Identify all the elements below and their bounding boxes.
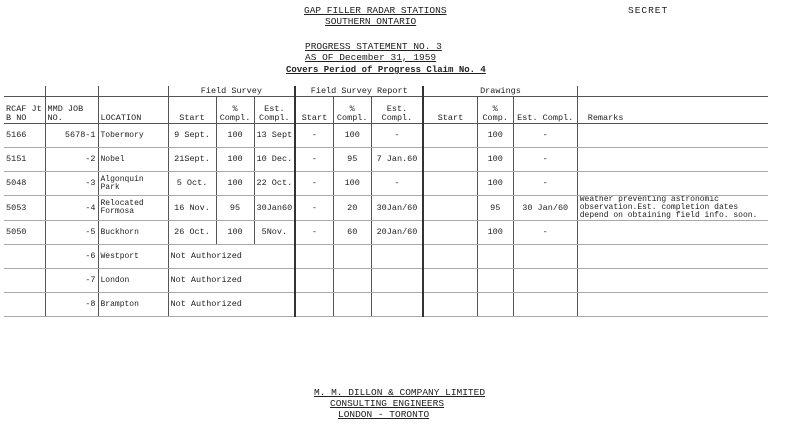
cell-fsr-start: - xyxy=(295,196,333,221)
col-dr-est: Est. Compl. xyxy=(513,97,577,124)
covers-period: Covers Period of Progress Claim No. 4 xyxy=(286,65,486,75)
col-fsr-est: Est. Compl. xyxy=(371,97,423,124)
cell-location: Westport xyxy=(98,245,168,269)
cell-location: Tobermory xyxy=(98,124,168,148)
cell-fsr-est: 30Jan/60 xyxy=(371,196,423,221)
cell-rcaf: 5050 xyxy=(4,221,45,245)
cell-fs-pct: 95 xyxy=(216,196,254,221)
cell-remarks xyxy=(577,221,768,245)
cell-dr-pct: 100 xyxy=(477,124,513,148)
col-fsr-pct: % Compl. xyxy=(333,97,371,124)
cell-fsr-start xyxy=(295,293,333,317)
cell-mmd: -3 xyxy=(45,172,98,196)
cell-fsr-start: - xyxy=(295,148,333,172)
cell-dr-start xyxy=(423,269,477,293)
cell-dr-start xyxy=(423,221,477,245)
cell-mmd: -2 xyxy=(45,148,98,172)
classification-label: SECRET xyxy=(628,5,669,16)
cell-dr-pct xyxy=(477,293,513,317)
cell-location: Buckhorn xyxy=(98,221,168,245)
cell-fsr-start: - xyxy=(295,221,333,245)
document-subtitle: SOUTHERN ONTARIO xyxy=(325,16,417,27)
group-field-survey: Field Survey xyxy=(168,86,295,97)
cell-fs-start: 21Sept. xyxy=(168,148,216,172)
cell-rcaf: 5053 xyxy=(4,196,45,221)
cell-fs-start: Not Authorized xyxy=(168,245,295,269)
cell-dr-start xyxy=(423,148,477,172)
cell-fs-pct: 100 xyxy=(216,172,254,196)
cell-fsr-est: 20Jan/60 xyxy=(371,221,423,245)
cell-dr-est: 30 Jan/60 xyxy=(513,196,577,221)
group-header-row xyxy=(4,86,768,97)
cell-dr-pct: 100 xyxy=(477,221,513,245)
cell-location: Algonquin Park xyxy=(98,172,168,196)
cell-dr-est xyxy=(513,293,577,317)
cell-remarks xyxy=(577,172,768,196)
col-fs-start: Start xyxy=(168,97,216,124)
cell-remarks: Weather preventing astronomic observation.Est. completion dates depend on obtaining field info. soon. xyxy=(577,196,768,221)
col-fs-pct: % Compl. xyxy=(216,97,254,124)
cell-fs-pct: 100 xyxy=(216,124,254,148)
cell-fsr-est: - xyxy=(371,124,423,148)
company-name: M. M. DILLON & COMPANY LIMITED xyxy=(314,387,486,398)
cell-remarks xyxy=(577,293,768,317)
cell-dr-pct: 100 xyxy=(477,148,513,172)
cell-dr-est: - xyxy=(513,148,577,172)
group-drawings: Drawings xyxy=(423,86,577,97)
cell-fsr-est: - xyxy=(371,172,423,196)
cell-rcaf: 5048 xyxy=(4,172,45,196)
cell-dr-start xyxy=(423,124,477,148)
cell-fs-est: 10 Dec. xyxy=(254,148,295,172)
cell-fs-est: 30Jan60 xyxy=(254,196,295,221)
cell-fsr-pct: 100 xyxy=(333,124,371,148)
col-rcaf: RCAF Jt B NO xyxy=(4,97,45,124)
cell-dr-start xyxy=(423,293,477,317)
table-row xyxy=(4,124,768,148)
cell-fsr-pct xyxy=(333,269,371,293)
company-role: CONSULTING ENGINEERS xyxy=(330,398,445,409)
table-row xyxy=(4,221,768,245)
cell-dr-est: - xyxy=(513,221,577,245)
cell-fs-start: Not Authorized xyxy=(168,269,295,293)
cell-fs-pct: 100 xyxy=(216,221,254,245)
cell-rcaf xyxy=(4,245,45,269)
cell-fs-start: 16 Nov. xyxy=(168,196,216,221)
cell-mmd: 5678-1 xyxy=(45,124,98,148)
cell-dr-start xyxy=(423,172,477,196)
cell-fsr-pct: 60 xyxy=(333,221,371,245)
cell-dr-pct: 100 xyxy=(477,172,513,196)
cell-fsr-pct: 100 xyxy=(333,172,371,196)
group-field-survey-report: Field Survey Report xyxy=(295,86,423,97)
cell-location: Brampton xyxy=(98,293,168,317)
col-dr-start: Start xyxy=(423,97,477,124)
cell-dr-start xyxy=(423,245,477,269)
cell-fs-est: 13 Sept xyxy=(254,124,295,148)
cell-dr-start xyxy=(423,196,477,221)
cell-fsr-pct xyxy=(333,293,371,317)
col-fsr-start: Start xyxy=(295,97,333,124)
table-row xyxy=(4,148,768,172)
col-dr-pct: % Comp. xyxy=(477,97,513,124)
cell-dr-est xyxy=(513,269,577,293)
cell-fsr-pct xyxy=(333,245,371,269)
table-row xyxy=(4,269,768,293)
cell-mmd: -5 xyxy=(45,221,98,245)
progress-table xyxy=(4,86,768,317)
column-header-row xyxy=(4,97,768,124)
cell-remarks xyxy=(577,269,768,293)
cell-fsr-est xyxy=(371,245,423,269)
col-location: LOCATION xyxy=(98,97,168,124)
cell-fsr-start: - xyxy=(295,124,333,148)
cell-dr-est: - xyxy=(513,124,577,148)
cell-mmd: -8 xyxy=(45,293,98,317)
cell-fsr-pct: 20 xyxy=(333,196,371,221)
cell-fsr-start xyxy=(295,245,333,269)
cell-fs-est: 5Nov. xyxy=(254,221,295,245)
cell-dr-pct xyxy=(477,245,513,269)
cell-mmd: -4 xyxy=(45,196,98,221)
cell-fs-start: 26 Oct. xyxy=(168,221,216,245)
cell-fsr-start: - xyxy=(295,172,333,196)
cell-location: Nobel xyxy=(98,148,168,172)
cell-fsr-pct: 95 xyxy=(333,148,371,172)
cell-rcaf: 5151 xyxy=(4,148,45,172)
cell-remarks xyxy=(577,124,768,148)
col-fs-est: Est. Compl. xyxy=(254,97,295,124)
cell-fsr-est xyxy=(371,293,423,317)
cell-fsr-est xyxy=(371,269,423,293)
cell-fsr-est: 7 Jan.60 xyxy=(371,148,423,172)
document-title: GAP FILLER RADAR STATIONS xyxy=(304,5,447,16)
col-remarks: Remarks xyxy=(577,97,768,124)
cell-fsr-start xyxy=(295,269,333,293)
cell-dr-pct xyxy=(477,269,513,293)
cell-fs-est: 22 Oct. xyxy=(254,172,295,196)
cell-fs-start: 5 Oct. xyxy=(168,172,216,196)
table-row xyxy=(4,196,768,221)
col-mmd: MMD JOB NO. xyxy=(45,97,98,124)
cell-location: Relocated Formosa xyxy=(98,196,168,221)
table-row xyxy=(4,293,768,317)
statement-number: PROGRESS STATEMENT NO. 3 xyxy=(305,41,442,52)
as-of-date: AS OF December 31, 1959 xyxy=(305,52,437,63)
cell-rcaf xyxy=(4,293,45,317)
cell-fs-start: Not Authorized xyxy=(168,293,295,317)
cell-location: London xyxy=(98,269,168,293)
cell-dr-est xyxy=(513,245,577,269)
cell-dr-pct: 95 xyxy=(477,196,513,221)
table-row xyxy=(4,172,768,196)
cell-remarks xyxy=(577,148,768,172)
cell-rcaf xyxy=(4,269,45,293)
company-cities: LONDON - TORONTO xyxy=(338,409,430,420)
cell-dr-est: - xyxy=(513,172,577,196)
cell-fs-pct: 100 xyxy=(216,148,254,172)
cell-rcaf: 5166 xyxy=(4,124,45,148)
cell-mmd: -6 xyxy=(45,245,98,269)
table-row xyxy=(4,245,768,269)
cell-remarks xyxy=(577,245,768,269)
cell-mmd: -7 xyxy=(45,269,98,293)
cell-fs-start: 9 Sept. xyxy=(168,124,216,148)
